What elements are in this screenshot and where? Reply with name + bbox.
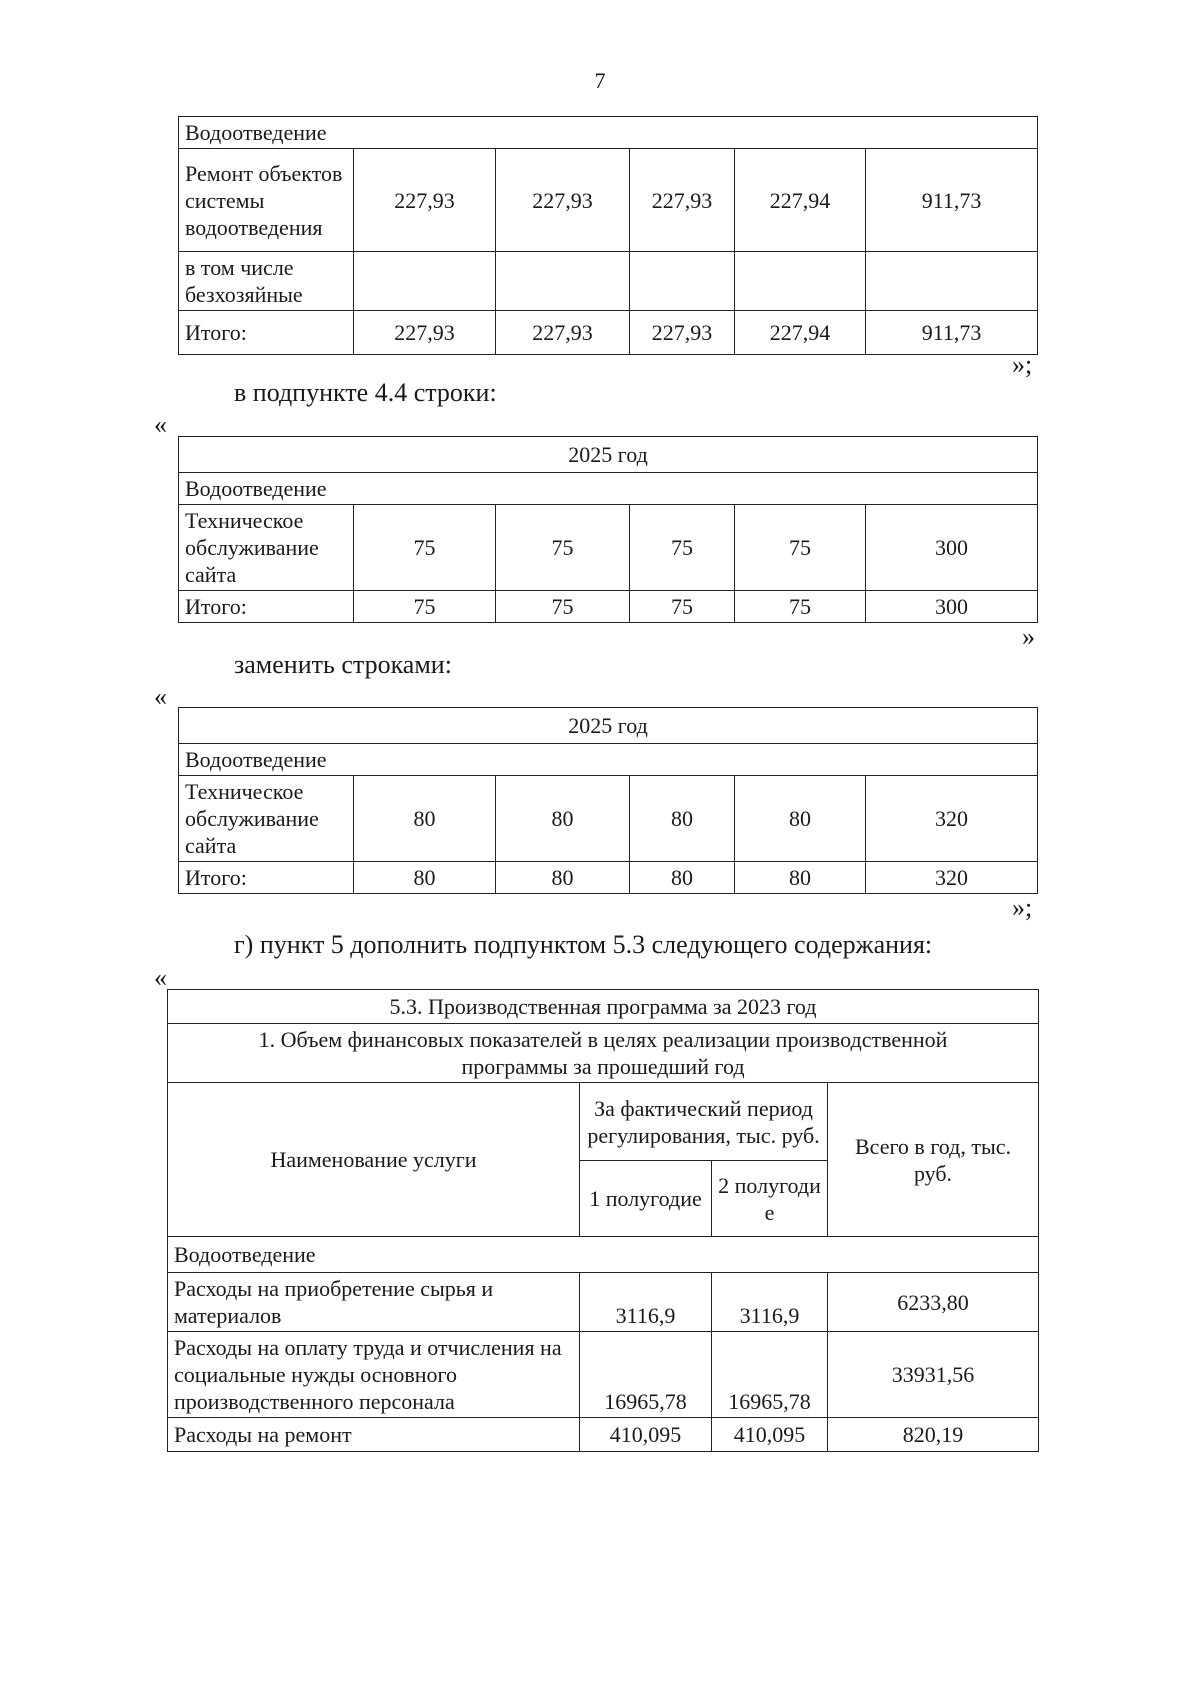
cell-value: 227,93 — [354, 149, 496, 252]
row-label: в том числе безхозяйные — [179, 252, 354, 311]
opening-quote: « — [154, 682, 167, 711]
cell-half1: 410,095 — [580, 1418, 712, 1452]
table-row — [168, 1332, 1039, 1418]
table-production-program-2023 — [167, 989, 1039, 1452]
table-row-total — [179, 862, 1038, 894]
cell-value: 227,93 — [496, 149, 630, 252]
closing-quote: »; — [1012, 893, 1033, 922]
header-total: Всего в год, тыс. руб. — [828, 1083, 1039, 1237]
table-row — [179, 505, 1038, 591]
section-label: Водоотведение — [168, 1237, 1039, 1273]
cell-value: 80 — [630, 776, 735, 862]
subtitle-line: программы за прошедший год — [461, 1054, 745, 1079]
header-period: За фактический период регулирования, тыс. руб. — [580, 1083, 828, 1161]
year-header: 2025 год — [179, 708, 1038, 744]
cell-total: 6233,80 — [828, 1273, 1039, 1332]
cell-value: 227,94 — [735, 149, 866, 252]
page-number: 7 — [594, 68, 606, 93]
table-subtitle — [168, 1024, 1039, 1083]
cell-value: 80 — [354, 862, 496, 894]
cell-total: 300 — [866, 591, 1038, 623]
cell-value: 75 — [630, 591, 735, 623]
cell-value: 80 — [496, 776, 630, 862]
cell-total: 320 — [866, 862, 1038, 894]
header-half1: 1 полугодие — [580, 1161, 712, 1237]
section-label: Водоотведение — [179, 744, 1038, 776]
paragraph-subpoint-4-4: в подпункте 4.4 строки: — [234, 378, 497, 407]
cell-value: 75 — [354, 505, 496, 591]
row-label: Ремонт объектов системы водоотведения — [179, 149, 354, 252]
closing-quote: » — [1022, 622, 1035, 651]
cell-total: 320 — [866, 776, 1038, 862]
cell-total: 911,73 — [866, 311, 1038, 355]
row-label: Расходы на ремонт — [168, 1418, 580, 1452]
header-half2: 2 полугоди е — [712, 1161, 828, 1237]
header-service: Наименование услуги — [168, 1083, 580, 1237]
table-title: 5.3. Производственная программа за 2023 год — [168, 990, 1039, 1024]
section-label: Водоотведение — [179, 473, 1038, 505]
cell-value: 227,93 — [630, 149, 735, 252]
cell-value: 227,94 — [735, 311, 866, 355]
cell-value: 227,93 — [496, 311, 630, 355]
row-label: Итого: — [179, 862, 354, 894]
row-label: Техническое обслуживание сайта — [179, 505, 354, 591]
cell-value: 75 — [354, 591, 496, 623]
row-label: Техническое обслуживание сайта — [179, 776, 354, 862]
cell-half2: 16965,78 — [712, 1332, 828, 1418]
paragraph-replace: заменить строками: — [234, 650, 452, 679]
cell-value: 80 — [630, 862, 735, 894]
table-old-rows — [178, 436, 1038, 623]
cell-value: 80 — [354, 776, 496, 862]
table-row-total — [179, 311, 1038, 355]
cell-value: 75 — [735, 505, 866, 591]
row-label: Расходы на приобретение сырья и материалов — [168, 1273, 580, 1332]
cell-half1: 16965,78 — [580, 1332, 712, 1418]
cell-value: 75 — [735, 591, 866, 623]
row-label: Итого: — [179, 311, 354, 355]
subtitle-line: 1. Объем финансовых показателей в целях реализации производственной — [258, 1027, 948, 1052]
row-label: Расходы на оплату труда и отчисления на социальные нужды основного производственного персонала — [168, 1332, 580, 1418]
cell-value: 75 — [630, 505, 735, 591]
cell-value — [630, 252, 735, 311]
cell-total: 300 — [866, 505, 1038, 591]
opening-quote: « — [154, 410, 167, 439]
closing-quote: »; — [1012, 350, 1033, 379]
table-row — [179, 776, 1038, 862]
table-row — [179, 252, 1038, 311]
paragraph-point-5: г) пункт 5 дополнить подпунктом 5.3 следующего содержания: — [234, 930, 933, 959]
cell-value: 227,93 — [630, 311, 735, 355]
cell-total: 911,73 — [866, 149, 1038, 252]
cell-total: 820,19 — [828, 1418, 1039, 1452]
table-row-total — [179, 591, 1038, 623]
cell-value: 75 — [496, 505, 630, 591]
row-label: Итого: — [179, 591, 354, 623]
table-row — [179, 149, 1038, 252]
cell-total: 33931,56 — [828, 1332, 1039, 1418]
opening-quote: « — [154, 963, 167, 992]
cell-value — [354, 252, 496, 311]
cell-value: 80 — [735, 776, 866, 862]
section-label: Водоотведение — [179, 117, 1038, 149]
cell-value: 80 — [735, 862, 866, 894]
cell-half1: 3116,9 — [580, 1273, 712, 1332]
year-header: 2025 год — [179, 437, 1038, 473]
table-wastewater-repair — [178, 116, 1038, 355]
cell-value: 227,93 — [354, 311, 496, 355]
cell-total — [866, 252, 1038, 311]
cell-value: 75 — [496, 591, 630, 623]
table-new-rows — [178, 707, 1038, 894]
cell-value — [735, 252, 866, 311]
table-row — [168, 1418, 1039, 1452]
cell-value: 80 — [496, 862, 630, 894]
cell-value — [496, 252, 630, 311]
cell-half2: 3116,9 — [712, 1273, 828, 1332]
table-row — [168, 1273, 1039, 1332]
cell-half2: 410,095 — [712, 1418, 828, 1452]
